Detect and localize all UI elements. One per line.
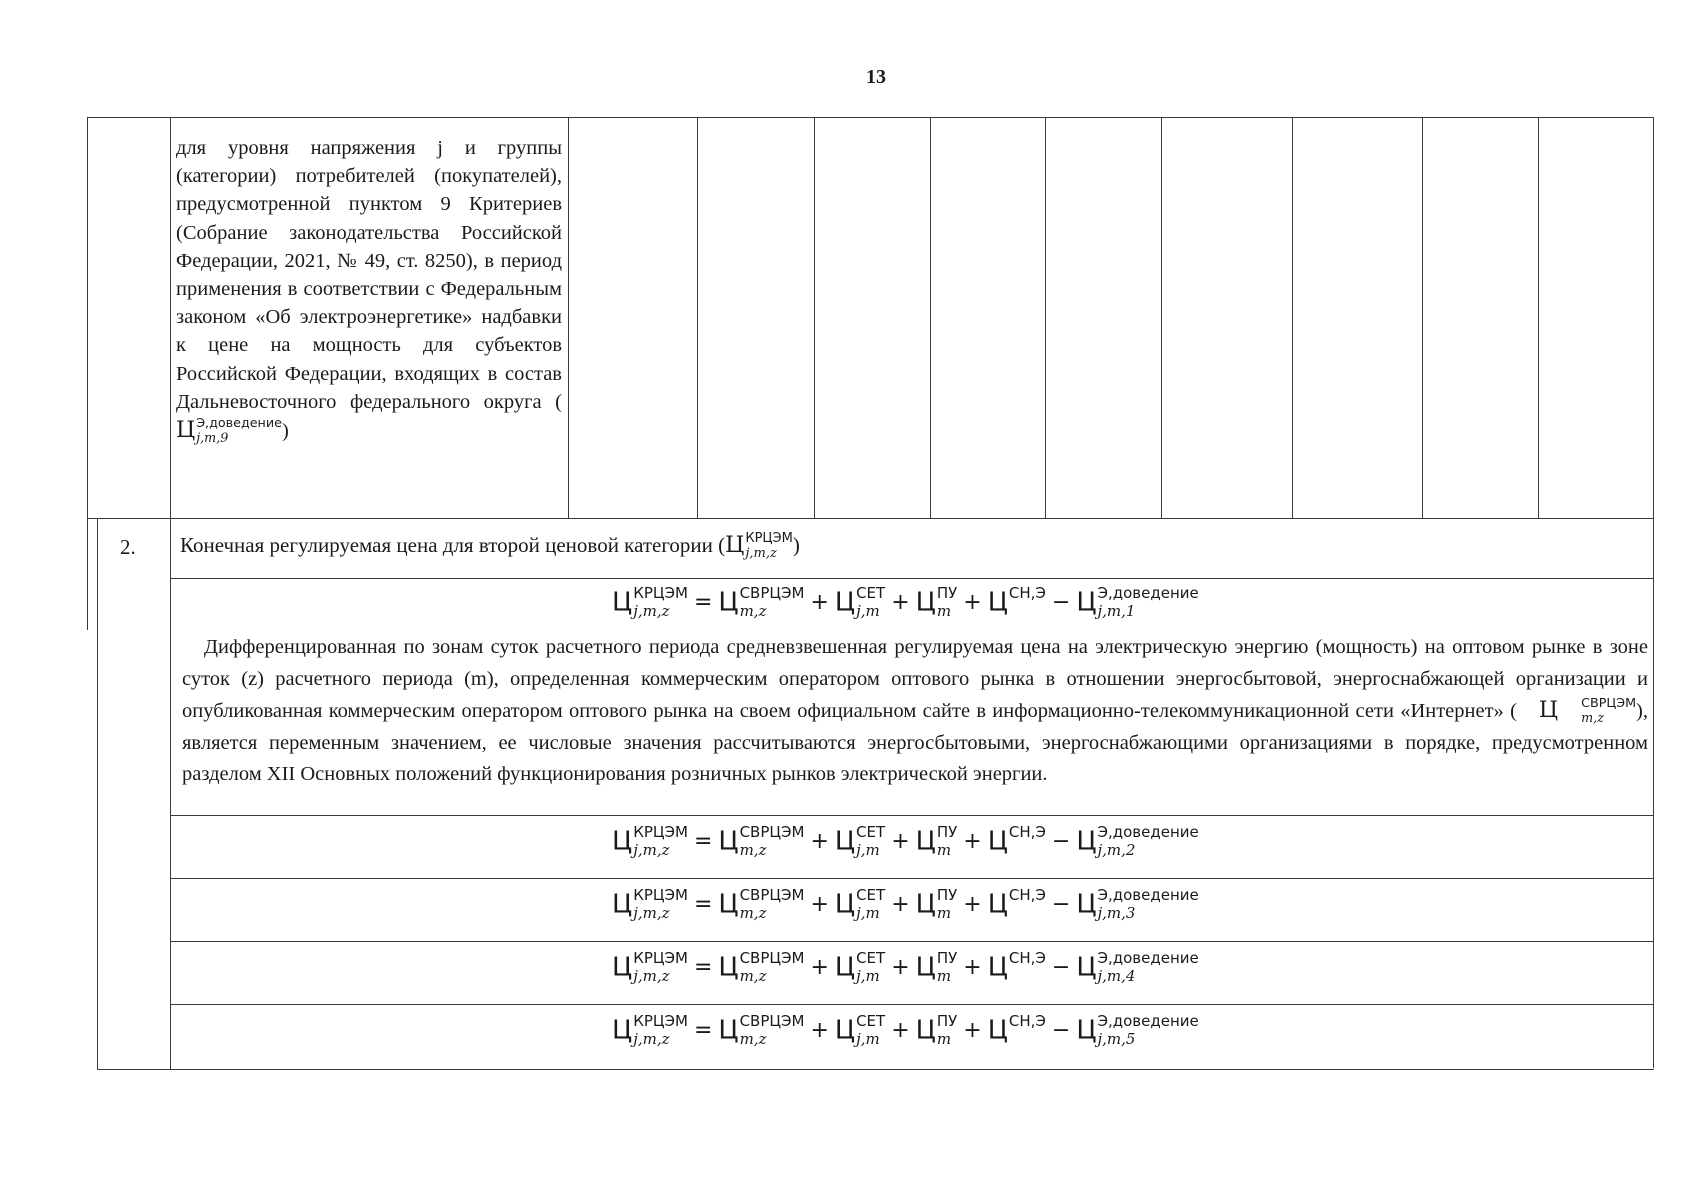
col-divider	[1422, 117, 1423, 518]
plus-sign: +	[891, 829, 910, 854]
symbol-subscript: m	[936, 841, 952, 859]
plus-sign: +	[963, 955, 982, 980]
price-symbol: Ц	[1076, 587, 1097, 618]
symbol-subscript: j,m	[856, 904, 880, 922]
col-divider	[1045, 117, 1046, 518]
symbol-subscript: m,z	[739, 1030, 767, 1048]
symbol-superscript: Э,доведение	[1097, 949, 1199, 967]
symbol-subscript: j,m,2	[1097, 841, 1136, 859]
price-symbol: Ц	[987, 889, 1008, 920]
symbol-subscript: m,z	[1581, 710, 1604, 726]
price-symbol: Ц	[1076, 1015, 1097, 1046]
symbol-subscript	[1009, 1032, 1046, 1047]
row2-title	[180, 532, 800, 560]
symbol-superscript: ПУ	[936, 1012, 958, 1030]
symbol-superscript: СЕТ	[856, 584, 886, 602]
symbol-subscript: j,m	[856, 1030, 880, 1048]
symbol-subscript: j,m,z	[633, 841, 670, 859]
symbol-subscript: j,m,z	[633, 602, 670, 620]
symbol-superscript: Э,доведение	[1097, 584, 1199, 602]
col-divider	[930, 117, 931, 518]
row1-description-suffix: )	[281, 420, 289, 443]
price-symbol: Ц	[612, 1015, 633, 1046]
price-symbol: Ц	[987, 952, 1008, 983]
price-symbol: Ц	[718, 889, 739, 920]
plus-sign: +	[963, 1018, 982, 1043]
symbol-subscript: m	[936, 967, 952, 985]
symbol-subscript: m	[936, 1030, 952, 1048]
row2-paragraph-suffix: ), является переменным значением, ее числовые значения рассчитываются энергосбытовыми, энергоснабжающими организациями в порядке, предусмотренном разделом XII Основных положений функционирования розничных рынков электрической энергии.	[182, 700, 1648, 786]
row1-description-prefix: для уровня напряжения j и группы (категории) потребителей (покупателей), предусмотренной пунктом 9 Критериев (Собрание законодательства Российской Федерации, 2021, № 49, ст. 8250), в период применения в соответствии с Федеральным законом «Об электроэнергетике» надбавки к цене на мощность для субъектов Российской Федерации, входящих в состав Дальневосточного федерального округа (	[176, 137, 562, 413]
symbol-subscript: j,m	[856, 602, 880, 620]
formula-4	[612, 951, 1199, 984]
symbol-superscript: КРЦЭМ	[633, 823, 688, 841]
symbol-superscript: СЕТ	[856, 823, 886, 841]
page-number: 13	[866, 66, 886, 88]
symbol-superscript: СВРЦЭМ	[739, 1012, 805, 1030]
minus-sign: −	[1051, 955, 1071, 980]
row-divider	[170, 941, 1654, 942]
plus-sign: +	[810, 1018, 829, 1043]
plus-sign: +	[963, 590, 982, 615]
row2-title-suffix: )	[792, 533, 800, 558]
symbol-superscript: СН,Э	[1008, 584, 1046, 602]
col-divider	[697, 117, 698, 518]
symbol-subscript: j,m	[856, 841, 880, 859]
symbol-superscript: ПУ	[936, 949, 958, 967]
symbol-superscript: Э,доведение	[196, 415, 282, 431]
symbol-subscript: m	[936, 602, 952, 620]
plus-sign: +	[891, 955, 910, 980]
row2-number: 2.	[120, 535, 136, 559]
row-divider	[170, 815, 1654, 816]
symbol-subscript: j,m,4	[1097, 967, 1136, 985]
symbol-superscript: СН,Э	[1008, 823, 1046, 841]
plus-sign: +	[810, 590, 829, 615]
plus-sign: +	[810, 955, 829, 980]
row-divider	[170, 878, 1654, 879]
equals-sign: =	[693, 892, 713, 917]
price-symbol: Ц	[834, 889, 856, 920]
price-symbol: Ц	[834, 587, 856, 618]
symbol-subscript	[1009, 969, 1046, 984]
price-symbol: Ц	[612, 587, 633, 618]
price-symbol: Ц	[718, 1015, 739, 1046]
plus-sign: +	[891, 1018, 910, 1043]
price-symbol: Ц	[987, 1015, 1008, 1046]
price-symbol: Ц	[718, 826, 739, 857]
price-symbol: Ц	[915, 889, 936, 920]
price-symbol: Ц	[1076, 889, 1097, 920]
price-symbol: Ц	[915, 952, 936, 983]
row2-title-symbol	[725, 532, 793, 560]
symbol-superscript: СВРЦЭМ	[739, 584, 805, 602]
symbol-superscript: ПУ	[936, 823, 958, 841]
symbol-superscript: СЕТ	[856, 886, 886, 904]
formula-2	[612, 825, 1199, 858]
price-symbol: Ц	[834, 952, 856, 983]
symbol-superscript: Э,доведение	[1097, 886, 1199, 904]
price-symbol: Ц	[915, 1015, 936, 1046]
plus-sign: +	[963, 829, 982, 854]
price-symbol: Ц	[725, 533, 745, 559]
symbol-superscript: СВРЦЭМ	[739, 949, 805, 967]
symbol-superscript: СН,Э	[1008, 949, 1046, 967]
price-symbol: Ц	[834, 1015, 856, 1046]
minus-sign: −	[1051, 829, 1071, 854]
plus-sign: +	[891, 892, 910, 917]
minus-sign: −	[1051, 590, 1071, 615]
col-divider	[814, 117, 815, 518]
symbol-superscript: Э,доведение	[1097, 823, 1199, 841]
symbol-superscript: СВРЦЭМ	[739, 823, 805, 841]
row1-description	[176, 134, 562, 445]
formula-3	[612, 888, 1199, 921]
symbol-superscript: Э,доведение	[1097, 1012, 1199, 1030]
price-symbol: Ц	[612, 889, 633, 920]
row-divider	[87, 518, 1654, 519]
symbol-superscript: КРЦЭМ	[633, 949, 688, 967]
equals-sign: =	[693, 590, 713, 615]
minus-sign: −	[1051, 892, 1071, 917]
price-symbol: Ц	[612, 826, 633, 857]
plus-sign: +	[963, 892, 982, 917]
symbol-superscript: СН,Э	[1008, 886, 1046, 904]
symbol-subscript: j,m	[856, 967, 880, 985]
symbol-superscript: СВРЦЭМ	[739, 886, 805, 904]
symbol-subscript	[1009, 843, 1046, 858]
price-symbol: Ц	[987, 826, 1008, 857]
plus-sign: +	[810, 829, 829, 854]
symbol-subscript	[1009, 604, 1046, 619]
row-divider	[170, 1004, 1654, 1005]
symbol-superscript: СЕТ	[856, 949, 886, 967]
price-symbol: Ц	[718, 952, 739, 983]
price-symbol: Ц	[834, 826, 856, 857]
equals-sign: =	[693, 955, 713, 980]
symbol-subscript: m,z	[739, 967, 767, 985]
table-top-border	[87, 117, 1654, 118]
symbol-superscript: СВРЦЭМ	[1581, 695, 1637, 711]
table-bottom-border	[97, 1069, 1654, 1070]
symbol-subscript: m,z	[739, 602, 767, 620]
symbol-subscript: j,m,z	[633, 1030, 670, 1048]
price-symbol: Ц	[1076, 952, 1097, 983]
row2-paragraph-symbol	[1517, 695, 1636, 727]
price-symbol: Ц	[718, 587, 739, 618]
price-symbol: Ц	[1076, 826, 1097, 857]
symbol-subscript: j,m,z	[745, 546, 777, 562]
symbol-superscript: СН,Э	[1008, 1012, 1046, 1030]
price-symbol: Ц	[176, 418, 196, 444]
price-symbol: Ц	[612, 952, 633, 983]
table-right-border	[1653, 117, 1654, 1068]
formula-5	[612, 1014, 1199, 1047]
col-divider	[568, 117, 569, 518]
symbol-superscript: ПУ	[936, 886, 958, 904]
symbol-superscript: КРЦЭМ	[633, 886, 688, 904]
symbol-subscript: j,m,9	[196, 430, 229, 446]
row2-paragraph-prefix: Дифференцированная по зонам суток расчетного периода средневзвешенная регулируемая цена на электрическую энергию (мощность) на оптовом рынке в зоне суток (z) расчетного периода (m), определенная коммерческим оператором оптового рынка в отношении энергосбытовой, энергоснабжающей организации и опубликованная коммерческим оператором оптового рынка на своем официальном сайте в информационно-телекоммуникационной сети «Интернет» (	[182, 636, 1648, 723]
formula-1	[612, 586, 1199, 619]
minus-sign: −	[1051, 1018, 1071, 1043]
symbol-subscript: m	[936, 904, 952, 922]
table-left-border-lower	[97, 518, 98, 1070]
symbol-superscript: КРЦЭМ	[745, 531, 793, 546]
plus-sign: +	[891, 590, 910, 615]
price-symbol: Ц	[987, 587, 1008, 618]
col-divider	[1161, 117, 1162, 518]
row-divider	[170, 578, 1654, 579]
plus-sign: +	[810, 892, 829, 917]
table-left-border	[87, 117, 88, 630]
price-symbol: Ц	[915, 587, 936, 618]
symbol-subscript	[1009, 906, 1046, 921]
symbol-subscript: m,z	[739, 841, 767, 859]
equals-sign: =	[693, 829, 713, 854]
row1-symbol	[176, 416, 282, 445]
row2-title-prefix: Конечная регулируемая цена для второй ценовой категории (	[180, 533, 726, 558]
price-symbol: Ц	[915, 826, 936, 857]
symbol-superscript: ПУ	[936, 584, 958, 602]
symbol-subscript: m,z	[739, 904, 767, 922]
symbol-subscript: j,m,z	[633, 904, 670, 922]
col-divider	[1538, 117, 1539, 518]
symbol-subscript: j,m,5	[1097, 1030, 1136, 1048]
equals-sign: =	[693, 1018, 713, 1043]
symbol-subscript: j,m,z	[633, 967, 670, 985]
symbol-superscript: СЕТ	[856, 1012, 886, 1030]
price-symbol: Ц	[1538, 698, 1559, 724]
col-divider	[1292, 117, 1293, 518]
col-divider	[170, 117, 171, 1070]
symbol-subscript: j,m,1	[1097, 602, 1136, 620]
symbol-subscript: j,m,3	[1097, 904, 1136, 922]
symbol-superscript: КРЦЭМ	[633, 584, 688, 602]
symbol-superscript: КРЦЭМ	[633, 1012, 688, 1030]
row2-paragraph	[182, 632, 1648, 791]
